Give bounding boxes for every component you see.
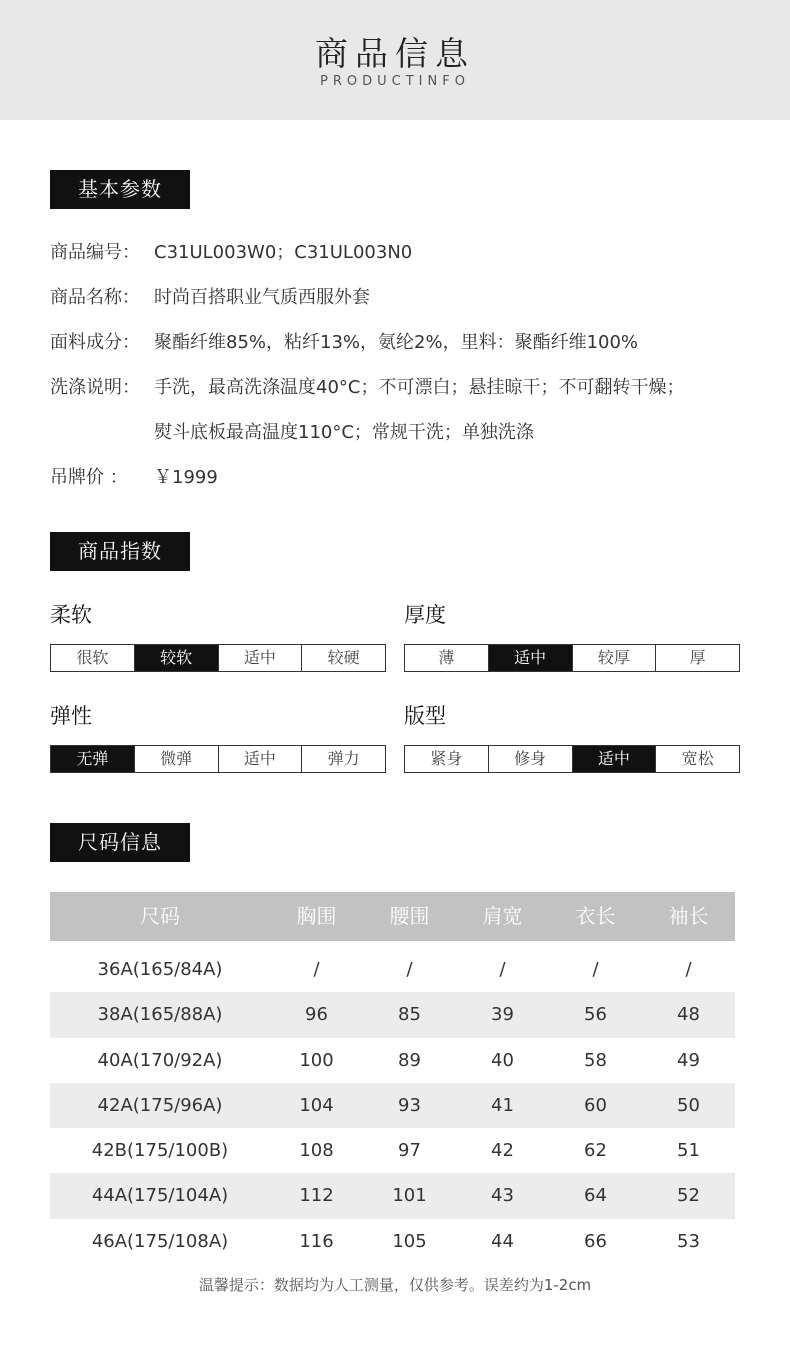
table-cell: 105 (392, 1230, 427, 1252)
param-washing-continued: 熨斗底板最高温度110°C；常规干洗；单独洗涤 (154, 422, 534, 443)
table-cell: / (499, 959, 506, 980)
table-cell: / (406, 959, 413, 980)
index-option: 适中 (572, 746, 656, 772)
param-value: C31UL003W0；C31UL003N0 (154, 242, 413, 263)
index-title-elasticity: 弹性 (50, 704, 92, 728)
table-row (50, 1173, 735, 1218)
index-bar-fit (404, 745, 740, 773)
index-option: 较软 (134, 645, 218, 671)
index-option: 较厚 (572, 645, 656, 671)
table-cell: 85 (398, 1004, 421, 1026)
table-row (50, 1038, 735, 1083)
param-value: 聚酯纤维85%，粘纤13%，氨纶2%，里料：聚酯纤维100% (154, 332, 639, 353)
table-cell: / (685, 959, 692, 980)
param-row-price (50, 463, 218, 489)
table-cell: 112 (299, 1185, 334, 1207)
table-row (50, 1219, 735, 1264)
table-cell: 46A(175/108A) (91, 1230, 229, 1252)
header-cell: 衣长 (575, 904, 616, 928)
table-cell: 44 (491, 1230, 514, 1252)
table-cell: 51 (677, 1140, 700, 1162)
index-option: 较硬 (301, 645, 385, 671)
header-cell: 袖长 (668, 904, 709, 928)
size-table (50, 892, 735, 1264)
table-row (50, 1128, 735, 1173)
table-cell: 93 (398, 1094, 421, 1116)
index-option: 宽松 (655, 746, 739, 772)
table-cell: 40 (491, 1049, 514, 1071)
table-cell: 39 (491, 1004, 514, 1026)
table-cell: 42A(175/96A) (97, 1094, 223, 1116)
table-cell: 44A(175/104A) (91, 1185, 229, 1207)
table-cell: 53 (677, 1230, 700, 1252)
page-title: 商品信息 (315, 34, 475, 73)
table-row (50, 992, 735, 1037)
table-cell: 42B(175/100B) (91, 1140, 229, 1162)
param-label: 吊牌价 ： (50, 467, 128, 488)
index-option: 弹力 (301, 746, 385, 772)
table-cell: 108 (299, 1140, 334, 1162)
param-label: 面料成分： (50, 332, 140, 353)
param-value: 手洗，最高洗涤温度40°C；不可漂白；悬挂晾干；不可翻转干燥； (154, 377, 685, 398)
table-cell: 60 (584, 1094, 607, 1116)
index-title-softness: 柔软 (50, 603, 92, 627)
param-row-washing (50, 373, 684, 399)
index-option: 厚 (655, 645, 739, 671)
index-bar-softness (50, 644, 386, 672)
table-cell: 116 (299, 1230, 334, 1252)
index-title-thickness: 厚度 (404, 603, 446, 627)
param-label: 商品名称： (50, 287, 140, 308)
index-option: 无弹 (51, 746, 134, 772)
param-row-name (50, 283, 370, 309)
table-cell: 58 (584, 1049, 607, 1071)
table-cell: / (592, 959, 599, 980)
index-option: 微弹 (134, 746, 218, 772)
index-bar-thickness (404, 644, 740, 672)
table-cell: 89 (398, 1049, 421, 1071)
table-cell: 56 (584, 1004, 607, 1026)
table-row (50, 947, 735, 992)
table-cell: 104 (299, 1094, 334, 1116)
param-row-code (50, 238, 412, 264)
table-cell: 43 (491, 1185, 514, 1207)
table-cell: 97 (398, 1140, 421, 1162)
param-row-fabric (50, 328, 638, 354)
section-tag-size: 尺码信息 (50, 823, 190, 862)
page-subtitle: PRODUCTINFO (320, 74, 470, 89)
table-cell: 101 (392, 1185, 427, 1207)
table-cell: 66 (584, 1230, 607, 1252)
section-tag-index: 商品指数 (50, 532, 190, 571)
header-cell: 腰围 (389, 904, 430, 928)
size-tip: 温馨提示：数据均为人工测量，仅供参考。误差约为1-2cm (198, 1276, 592, 1294)
index-option: 修身 (488, 746, 572, 772)
table-cell: 100 (299, 1049, 334, 1071)
table-cell: 48 (677, 1004, 700, 1026)
section-tag-basic: 基本参数 (50, 170, 190, 209)
table-cell: 64 (584, 1185, 607, 1207)
table-cell: 62 (584, 1140, 607, 1162)
table-cell: / (313, 959, 320, 980)
table-row (50, 1083, 735, 1128)
index-option: 很软 (51, 645, 134, 671)
table-cell: 96 (305, 1004, 328, 1026)
index-option: 薄 (405, 645, 488, 671)
table-cell: 52 (677, 1185, 700, 1207)
index-option: 适中 (488, 645, 572, 671)
index-bar-elasticity (50, 745, 386, 773)
param-value: ￥1999 (154, 467, 218, 488)
table-cell: 38A(165/88A) (97, 1004, 223, 1026)
header-cell: 肩宽 (482, 904, 523, 928)
table-cell: 42 (491, 1140, 514, 1162)
index-option: 适中 (218, 645, 302, 671)
page-header (0, 0, 790, 120)
table-cell: 50 (677, 1094, 700, 1116)
table-cell: 41 (491, 1094, 514, 1116)
size-table-header (50, 892, 735, 941)
table-cell: 36A(165/84A) (97, 959, 223, 980)
index-option: 适中 (218, 746, 302, 772)
index-option: 紧身 (405, 746, 488, 772)
header-cell: 尺码 (140, 904, 180, 928)
index-title-fit: 版型 (404, 704, 446, 728)
table-cell: 49 (677, 1049, 700, 1071)
param-label: 洗涤说明： (50, 377, 140, 398)
table-cell: 40A(170/92A) (97, 1049, 223, 1071)
header-cell: 胸围 (296, 904, 337, 928)
param-value: 时尚百搭职业气质西服外套 (154, 287, 370, 308)
param-label: 商品编号： (50, 242, 140, 263)
